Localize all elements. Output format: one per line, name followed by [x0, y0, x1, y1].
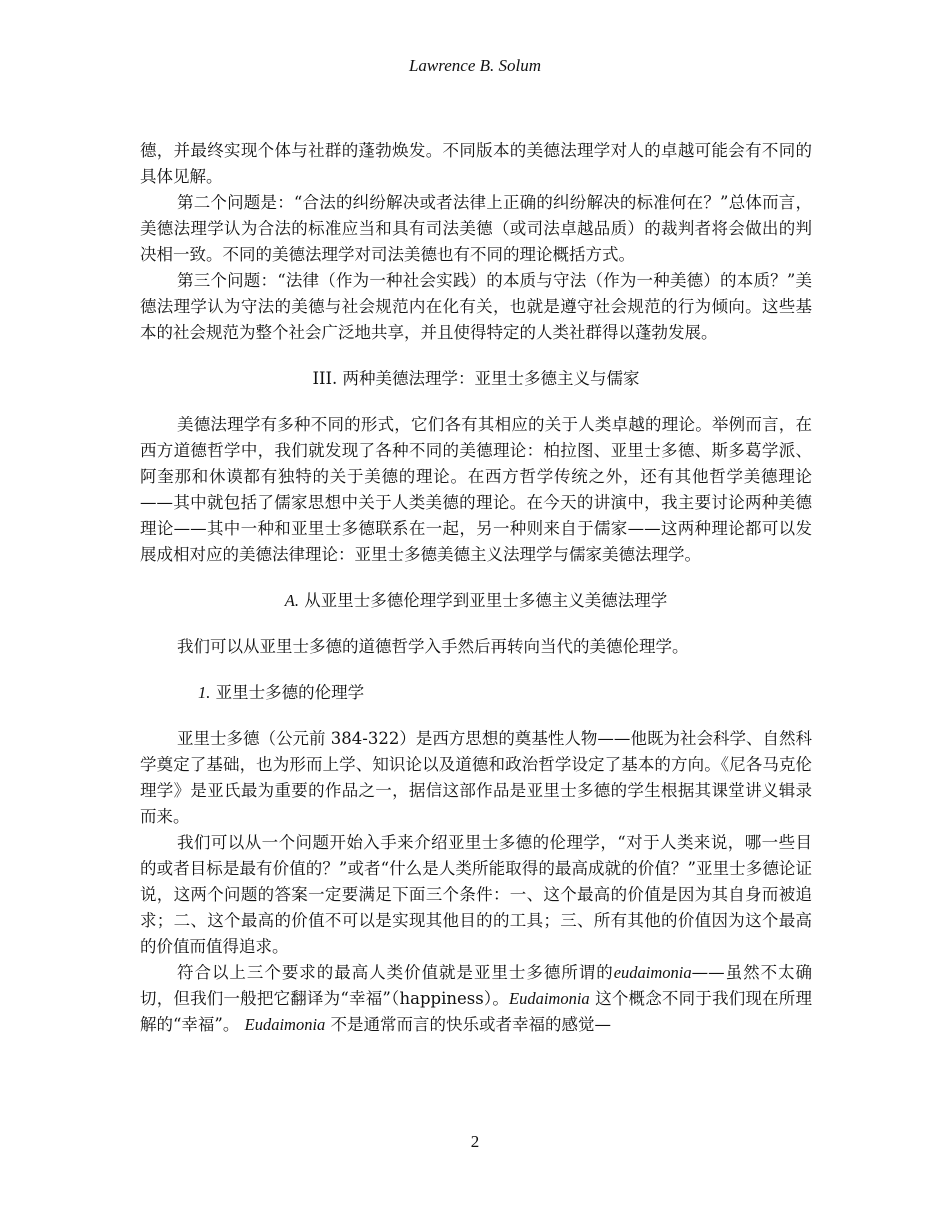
subsection-heading	[140, 588, 812, 614]
paragraph: 我们可以从亚里士多德的道德哲学入手然后再转向当代的美德伦理学。	[177, 637, 689, 656]
subsubsection-label: 1.	[198, 683, 211, 702]
subsection-label: A.	[284, 591, 299, 610]
paragraph: 第二个问题是：“合法的纠纷解决或者法律上正确的纠纷解决的标准何在？”总体而言，美德法理学认为合法的标准应当和具有司法美德（或司法卓越品质）的裁判者将会做出的判决相一致。不同的美德法理学对司法美德也有不同的理论概括方式。	[140, 193, 812, 264]
paragraph: 第三个问题：“法律（作为一种社会实践）的本质与守法（作为一种美德）的本质？”美德法理学认为守法的美德与社会规范内在化有关，也就是遵守社会规范的行为倾向。这些基本的社会规范为整个社会广泛地共享，并且使得特定的人类社群得以蓬勃发展。	[140, 271, 812, 342]
paragraph: 美德法理学有多种不同的形式，它们各有其相应的关于人类卓越的理论。举例而言，在西方道德哲学中，我们就发现了各种不同的美德理论：柏拉图、亚里士多德、斯多葛学派、阿奎那和休谟都有独特的关于美德的理论。在西方哲学传统之外，还有其他哲学美德理论——其中就包括了儒家思想中关于人类美德的理论。在今天的讲演中，我主要讨论两种美德理论——其中一种和亚里士多德联系在一起，另一种则来自于儒家——这两种理论都可以发展成相对应的美德法律理论：亚里士多德美德主义法理学与儒家美德法理学。	[140, 415, 812, 564]
paragraph: 我们可以从一个问题开始入手来介绍亚里士多德的伦理学，“对于人类来说，哪一些目的或者目标是最有价值的？”或者“什么是人类所能取得的最高成就的价值？”亚里士多德论证说，这两个问题的答案一定要满足下面三个条件：一、这个最高的价值是因为其自身而被追求；二、这个最高的价值不可以是实现其他目的的工具；三、所有其他的价值因为这个最高的价值而值得追求。	[140, 833, 812, 956]
document-body	[140, 138, 812, 1038]
subsubsection-heading	[140, 680, 812, 706]
subsection-title: 从亚里士多德伦理学到亚里士多德主义美德法理学	[298, 591, 668, 610]
text-run: ——虽然不太确切，但我们一般把它翻译为“幸福”（happiness）。	[140, 963, 813, 1008]
italic-term: Eudaimonia	[244, 1015, 326, 1034]
text-run: 不是通常而言的快乐或者幸福的感觉—	[325, 1015, 612, 1034]
text-run: 这个概念不同于我们现在所理解的“幸福”。	[140, 989, 812, 1034]
italic-term: eudaimonia	[613, 963, 692, 982]
italic-term: Eudaimonia	[509, 989, 590, 1008]
page-number: 2	[470, 1132, 480, 1151]
text-run: 符合以上三个要求的最高人类价值就是亚里士多德所谓的	[177, 963, 614, 982]
paragraph: 德，并最终实现个体与社群的蓬勃焕发。不同版本的美德法理学对人的卓越可能会有不同的具体见解。	[140, 141, 812, 186]
subsubsection-title: 亚里士多德的伦理学	[210, 683, 365, 702]
section-heading: III. 两种美德法理学：亚里士多德主义与儒家	[312, 369, 640, 388]
paragraph	[140, 960, 812, 1038]
paragraph: 亚里士多德（公元前 384-322）是西方思想的奠基性人物——他既为社会科学、自然科学奠定了基础，也为形而上学、知识论以及道德和政治哲学设定了基本的方向。《尼各马克伦理学》是亚氏最为重要的作品之一，据信这部作品是亚里士多德的学生根据其课堂讲义辑录而来。	[140, 729, 812, 826]
running-header-author: Lawrence B. Solum	[408, 56, 542, 75]
